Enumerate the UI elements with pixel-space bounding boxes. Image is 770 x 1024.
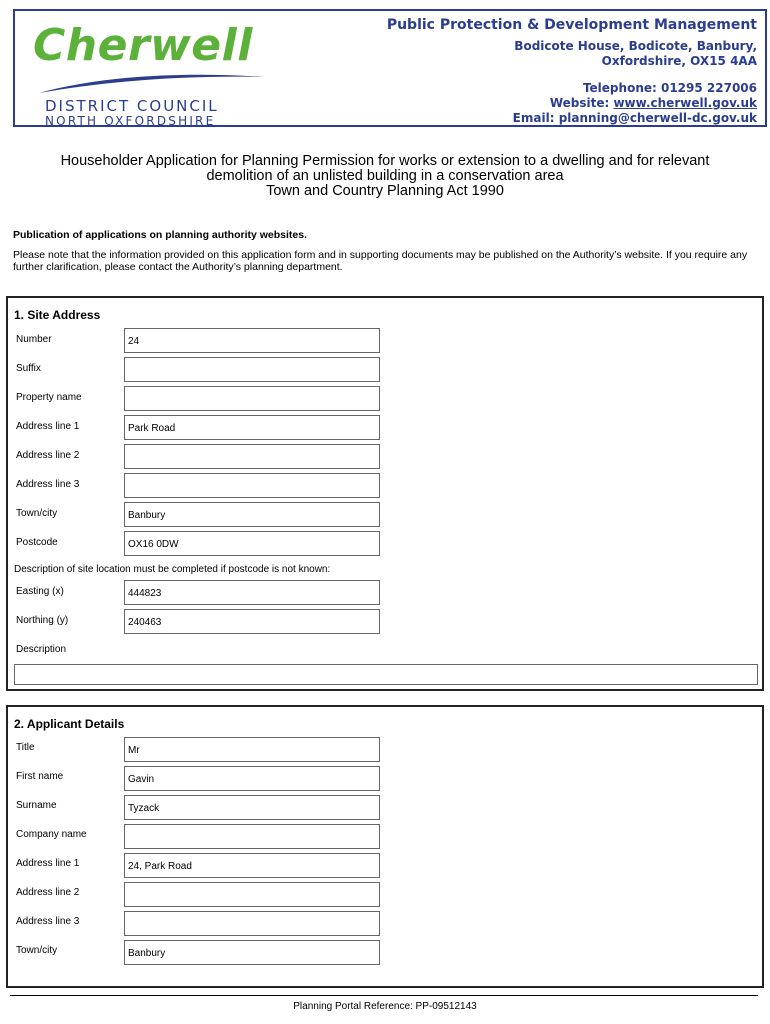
field-label: Surname bbox=[16, 800, 57, 811]
form-title bbox=[20, 154, 750, 199]
org-title: Public Protection & Development Management bbox=[386, 17, 757, 33]
email-label: Email: bbox=[512, 111, 559, 125]
field-label: Town/city bbox=[16, 508, 58, 519]
applicant-details-section bbox=[6, 705, 764, 988]
field-label: Postcode bbox=[16, 537, 58, 548]
field-label: Company name bbox=[16, 829, 87, 840]
email-link[interactable]: planning@cherwell-dc.gov.uk bbox=[558, 111, 757, 125]
easting-field[interactable]: 444823 bbox=[124, 580, 380, 605]
section-heading: 2. Applicant Details bbox=[14, 717, 125, 731]
field-label: Suffix bbox=[16, 363, 41, 374]
logo-wordmark: Cherwell bbox=[33, 20, 253, 71]
council-contact-block bbox=[387, 15, 757, 126]
field-label: Town/city bbox=[16, 945, 58, 956]
site-address-section bbox=[6, 296, 764, 691]
section-heading: 1. Site Address bbox=[14, 308, 101, 322]
applicant-address-line-3-field[interactable] bbox=[124, 911, 380, 936]
number-field[interactable]: 24 bbox=[124, 328, 380, 353]
publication-text: Please note that the information provided on this application form and in supporting documents may be published on the Authority’s website. If you require any further clarification, please contact the Authority’s planning department. bbox=[13, 249, 748, 273]
address-line-1-field[interactable]: Park Road bbox=[124, 415, 380, 440]
field-label: Address line 3 bbox=[16, 479, 80, 490]
applicant-address-line-2-field[interactable] bbox=[124, 882, 380, 907]
cherwell-logo bbox=[27, 19, 267, 128]
field-label: Address line 2 bbox=[16, 887, 80, 898]
publication-heading: Publication of applications on planning authority websites. bbox=[13, 229, 308, 241]
location-note: Description of site location must be completed if postcode is not known: bbox=[14, 564, 331, 575]
applicant-town-city-field[interactable]: Banbury bbox=[124, 940, 380, 965]
website-link[interactable]: www.cherwell.gov.uk bbox=[613, 96, 757, 110]
address-line-2-field[interactable] bbox=[124, 444, 380, 469]
title-field[interactable]: Mr bbox=[124, 737, 380, 762]
letterhead bbox=[13, 9, 767, 127]
logo-district-council: DISTRICT COUNCIL bbox=[45, 97, 219, 115]
form-title-line-3: Town and Country Planning Act 1990 bbox=[266, 183, 504, 199]
surname-field[interactable]: Tyzack bbox=[124, 795, 380, 820]
form-title-line-1: Householder Application for Planning Permission for works or extension to a dwelling and for relevant bbox=[60, 153, 710, 169]
address-line-3-field[interactable] bbox=[124, 473, 380, 498]
address-line-1: Bodicote House, Bodicote, Banbury, bbox=[514, 39, 757, 53]
field-label: Title bbox=[16, 742, 35, 753]
telephone: Telephone: 01295 227006 bbox=[582, 81, 757, 95]
field-label: Address line 2 bbox=[16, 450, 80, 461]
portal-reference: Planning Portal Reference: PP-09512143 bbox=[293, 1001, 477, 1012]
suffix-field[interactable] bbox=[124, 357, 380, 382]
logo-north-oxfordshire: NORTH OXFORDSHIRE bbox=[45, 114, 216, 128]
footer-divider bbox=[10, 995, 758, 996]
description-field[interactable] bbox=[14, 664, 758, 685]
field-label: Address line 3 bbox=[16, 916, 80, 927]
field-label: Description bbox=[16, 644, 67, 655]
form-title-line-2: demolition of an unlisted building in a conservation area bbox=[206, 168, 564, 184]
northing-field[interactable]: 240463 bbox=[124, 609, 380, 634]
website-label: Website: bbox=[549, 96, 614, 110]
first-name-field[interactable]: Gavin bbox=[124, 766, 380, 791]
field-label: Northing (y) bbox=[16, 615, 69, 626]
field-label: Number bbox=[16, 334, 52, 345]
logo-swoosh-icon bbox=[37, 67, 267, 97]
field-label: Address line 1 bbox=[16, 858, 80, 869]
address-line-2: Oxfordshire, OX15 4AA bbox=[601, 54, 757, 68]
field-label: First name bbox=[16, 771, 64, 782]
field-label: Address line 1 bbox=[16, 421, 80, 432]
field-label: Property name bbox=[16, 392, 82, 403]
company-name-field[interactable] bbox=[124, 824, 380, 849]
field-label: Easting (x) bbox=[16, 586, 64, 597]
applicant-address-line-1-field[interactable]: 24, Park Road bbox=[124, 853, 380, 878]
town-city-field[interactable]: Banbury bbox=[124, 502, 380, 527]
property-name-field[interactable] bbox=[124, 386, 380, 411]
postcode-field[interactable]: OX16 0DW bbox=[124, 531, 380, 556]
